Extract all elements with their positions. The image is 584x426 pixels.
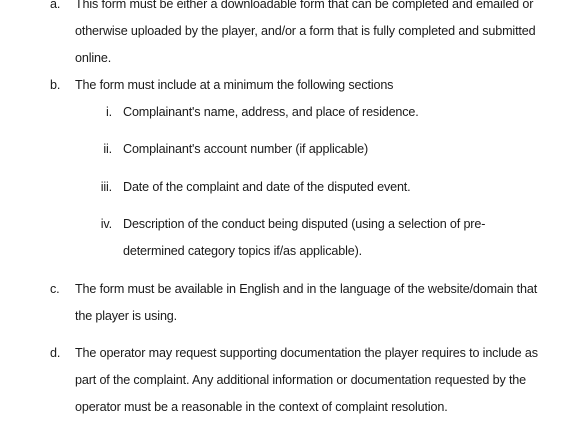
item-c-line-1: The form must be available in English and in the language of the website/domain that (75, 282, 538, 296)
item-d-line-3: operator must be a reasonable in the context of complaint resolution. (75, 400, 448, 414)
list-marker-d: d. (50, 346, 61, 360)
sublist-marker-iii: iii. (100, 180, 112, 194)
sublist-marker-i: i. (106, 105, 112, 119)
list-marker-b: b. (50, 78, 61, 92)
item-b-line-1: The form must include at a minimum the following sections (75, 78, 394, 92)
subitem-i-line-1: Complainant's name, address, and place of residence. (123, 105, 419, 119)
item-c-line-2: the player is using. (75, 309, 178, 323)
subitem-iii-line-1: Date of the complaint and date of the disputed event. (123, 180, 411, 194)
item-d-line-2: part of the complaint. Any additional information or documentation requested by the (75, 373, 527, 387)
sublist-marker-iv: iv. (100, 217, 112, 231)
item-a-line-1: This form must be either a downloadable form that can be completed and emailed or (75, 0, 534, 11)
subitem-ii-line-1: Complainant's account number (if applicable) (123, 142, 369, 156)
subitem-iv-line-1: Description of the conduct being disputed (using a selection of pre- (123, 217, 486, 231)
subitem-iv-line-2: determined category topics if/as applicable). (123, 244, 362, 258)
item-d-line-1: The operator may request supporting documentation the player requires to include as (75, 346, 538, 360)
item-a-line-3: online. (75, 51, 112, 65)
list-marker-c: c. (50, 282, 60, 296)
sublist-marker-ii: ii. (103, 142, 112, 156)
item-a-line-2: otherwise uploaded by the player, and/or a form that is fully completed and submitted (75, 24, 536, 38)
list-marker-a: a. (50, 0, 61, 11)
